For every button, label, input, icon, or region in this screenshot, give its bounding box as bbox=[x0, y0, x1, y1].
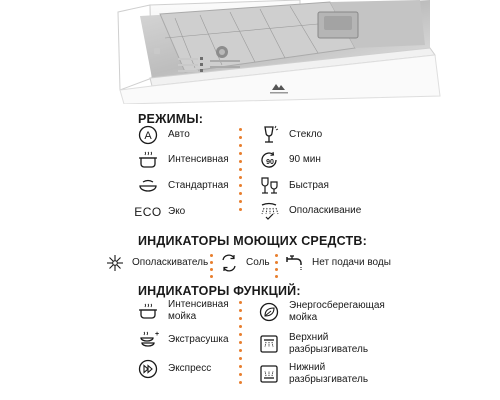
mode-item bbox=[137, 149, 229, 171]
detergent-label: Нет подачи воды bbox=[312, 257, 391, 268]
rinse-aid-sparkle-icon bbox=[104, 252, 126, 274]
mode-item bbox=[134, 201, 186, 223]
express-play-icon bbox=[137, 358, 159, 380]
mode-label: Стекло bbox=[289, 129, 323, 140]
eco-icon: ECO bbox=[134, 205, 162, 219]
energy-leaf-icon bbox=[258, 301, 280, 323]
extra-dry-icon bbox=[137, 329, 159, 351]
function-label: Экспресс bbox=[168, 363, 212, 374]
function-label: Верхний разбрызгиватель bbox=[289, 332, 369, 355]
intensive-pot-icon bbox=[137, 300, 159, 322]
clock-90-icon bbox=[258, 149, 280, 171]
rinse-shower-icon bbox=[258, 200, 280, 222]
plate-icon bbox=[137, 175, 159, 197]
mode-item bbox=[258, 175, 329, 197]
dishwasher-photo bbox=[0, 0, 500, 104]
detergent-label: Соль bbox=[246, 257, 270, 268]
svg-text:90: 90 bbox=[266, 159, 274, 166]
mode-item bbox=[258, 200, 361, 222]
function-label: Интенсивная мойка bbox=[168, 299, 229, 322]
auto-a-icon bbox=[137, 124, 159, 146]
detergent-item bbox=[284, 252, 391, 274]
function-item bbox=[258, 362, 379, 386]
detergent-item bbox=[104, 252, 208, 274]
function-item bbox=[258, 332, 379, 356]
mode-label: Быстрая bbox=[289, 180, 329, 191]
lower-sprayer-icon bbox=[258, 363, 280, 385]
mode-label: Ополаскивание bbox=[289, 205, 362, 216]
mode-item bbox=[137, 175, 229, 197]
function-item bbox=[258, 300, 385, 324]
detergent-divider bbox=[210, 254, 213, 282]
mode-item bbox=[137, 124, 190, 146]
glasses-icon bbox=[258, 175, 280, 197]
functions-title: ИНДИКАТОРЫ ФУНКЦИЙ: bbox=[138, 284, 301, 298]
pot-icon bbox=[137, 149, 159, 171]
mode-label: 90 мин bbox=[289, 154, 321, 165]
function-label: Экстрасушка bbox=[168, 334, 229, 345]
detergent-label: Ополаскиватель bbox=[132, 257, 209, 268]
svg-text:A: A bbox=[144, 130, 152, 142]
detergent-item bbox=[218, 252, 270, 274]
functions-divider bbox=[239, 301, 242, 389]
detergent-divider bbox=[275, 254, 278, 282]
function-label: Нижний разбрызгиватель bbox=[289, 362, 369, 385]
mode-label: Стандартная bbox=[168, 180, 229, 191]
water-tap-icon bbox=[284, 252, 306, 274]
svg-text:+: + bbox=[155, 331, 159, 338]
detergent-title: ИНДИКАТОРЫ МОЮЩИХ СРЕДСТВ: bbox=[138, 234, 367, 248]
wine-glass-icon bbox=[258, 124, 280, 146]
function-label: Энергосберегающая мойка bbox=[289, 300, 385, 323]
upper-sprayer-icon bbox=[258, 333, 280, 355]
modes-divider bbox=[239, 128, 242, 216]
salt-cycle-icon bbox=[218, 252, 240, 274]
mode-label: Интенсивная bbox=[168, 154, 229, 165]
mode-label: Эко bbox=[168, 206, 186, 217]
modes-title: РЕЖИМЫ: bbox=[138, 112, 204, 126]
mode-item bbox=[258, 149, 321, 171]
mode-label: Авто bbox=[168, 129, 190, 140]
mode-item bbox=[258, 124, 322, 146]
